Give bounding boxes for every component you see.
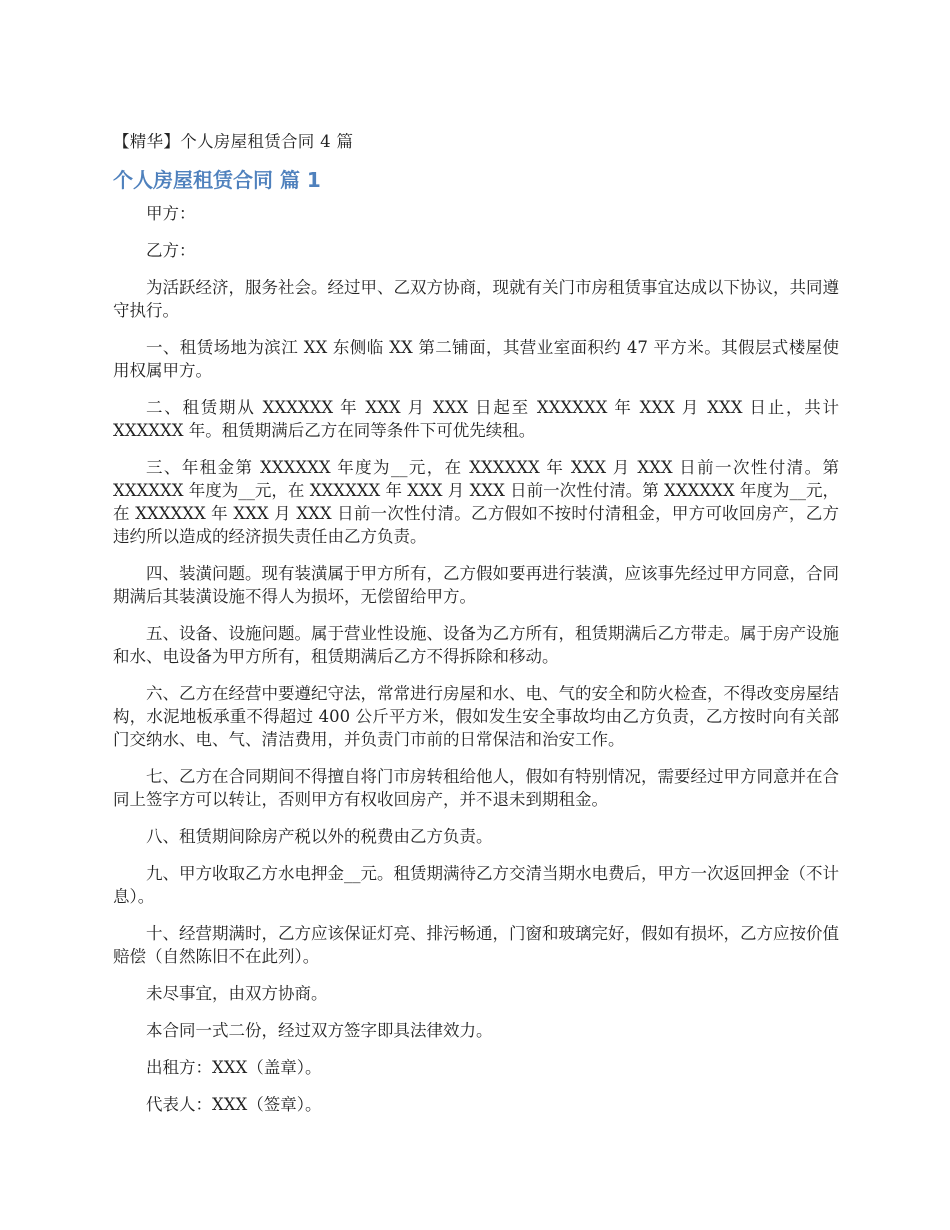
clause-2-paragraph: 二、租赁期从 XXXXXX 年 XXX 月 XXX 日起至 XXXXXX 年 XXX 月 XXX 日止，共计 XXXXXX 年。租赁期满后乙方在同等条件下可优先续租。 <box>113 398 839 440</box>
clause-10-paragraph: 十、经营期满时，乙方应该保证灯亮、排污畅通，门窗和玻璃完好，假如有损坏，乙方应按价值赔偿（自然陈旧不在此列）。 <box>113 924 839 966</box>
party-a-line: 甲方： <box>146 204 196 223</box>
closing-paragraph: 未尽事宜，由双方协商。 <box>146 984 328 1003</box>
party-b-line: 乙方： <box>146 241 196 260</box>
clause-6-paragraph: 六、乙方在经营中要遵纪守法，常常进行房屋和水、电、气的安全和防火检查，不得改变房屋结构，水泥地板承重不得超过 400 公斤平方米，假如发生安全事故均由乙方负责，乙方按时向有关部门交纳水、电、气、清洁费用，并负责门市前的日常保洁和治安工作。 <box>113 684 839 749</box>
clause-5-paragraph: 五、设备、设施问题。属于营业性设施、设备为乙方所有，租赁期满后乙方带走。属于房产设施和水、电设备为甲方所有，租赁期满后乙方不得拆除和移动。 <box>113 624 839 666</box>
clause-3-paragraph: 三、年租金第 XXXXXX 年度为__元，在 XXXXXX 年 XXX 月 XXX 日前一次性付清。第 XXXXXX 年度为__元，在 XXXXXX 年 XXX 月 XXX 日前一次性付清。第 XXXXXX 年度为__元，在 XXXXXX 年 XXX 月 XXX 日前一次性付清。乙方假如不按时付清租金，甲方可收回房产，乙方违约所以造成的经济损失责任由乙方负责。 <box>113 458 839 546</box>
clause-4-paragraph: 四、装潢问题。现有装潢属于甲方所有，乙方假如要再进行装潢，应该事先经过甲方同意，合同期满后其装潢设施不得人为损坏，无偿留给甲方。 <box>113 564 839 606</box>
clause-8-paragraph: 八、租赁期间除房产税以外的税费由乙方负责。 <box>146 827 493 846</box>
document-title: 【精华】个人房屋租赁合同 4 篇 <box>113 132 354 151</box>
representative-signature-line: 代表人：XXX（签章）。 <box>146 1095 322 1114</box>
clause-1-paragraph: 一、租赁场地为滨江 XX 东侧临 XX 第二铺面，其营业室面积约 47 平方米。其假层式楼屋使用权属甲方。 <box>113 338 839 380</box>
preamble-paragraph: 为活跃经济，服务社会。经过甲、乙双方协商，现就有关门市房租赁事宜达成以下协议，共同遵守执行。 <box>113 278 839 320</box>
lessor-signature-line: 出租方：XXX（盖章）。 <box>146 1058 322 1077</box>
contract-body <box>113 202 839 1130</box>
section-heading: 个人房屋租赁合同 篇 1 <box>113 168 321 192</box>
clause-9-paragraph: 九、甲方收取乙方水电押金__元。租赁期满待乙方交清当期水电费后，甲方一次返回押金（不计息）。 <box>113 864 839 906</box>
validity-paragraph: 本合同一式二份，经过双方签字即具法律效力。 <box>146 1021 493 1040</box>
clause-7-paragraph: 七、乙方在合同期间不得擅自将门市房转租给他人，假如有特别情况，需要经过甲方同意并在合同上签字方可以转让，否则甲方有权收回房产，并不退未到期租金。 <box>113 767 839 809</box>
